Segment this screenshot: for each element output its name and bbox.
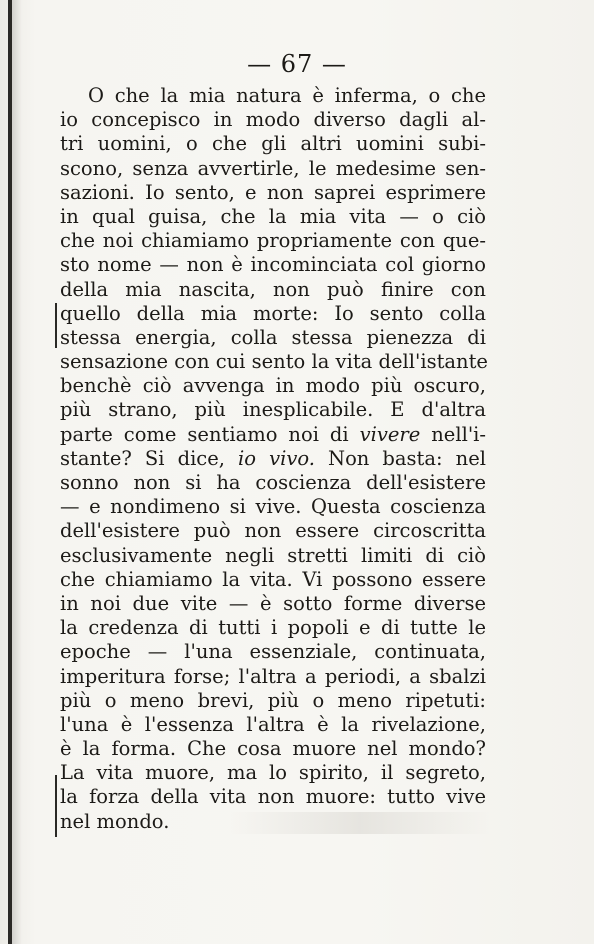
text-line: sensazione con cui sento la vita dell'istante: [60, 350, 488, 374]
text-line: O che la mia natura è inferma, o che: [88, 84, 486, 107]
margin-mark: [55, 303, 57, 348]
italic-word: vivere: [359, 422, 421, 446]
text-line: in qual guisa, che la mia vita — o ciò: [60, 204, 486, 228]
text-line: che noi chiamiamo propriamente con que-: [60, 229, 486, 253]
show-through-bleed: [230, 812, 490, 834]
text-line: quello della mia morte: Io sento colla: [60, 301, 486, 325]
text-line: l'una è l'essenza l'altra è la rivelazione,: [60, 712, 486, 736]
margin-mark: [55, 775, 57, 837]
text-line: tri uomini, o che gli altri uomini subi-: [60, 132, 486, 156]
text-span: stante? Si dice,: [60, 446, 239, 470]
text-line: La vita muore, ma lo spirito, il segreto,: [60, 761, 486, 785]
text-line: in noi due vite — è sotto forme diverse: [60, 591, 486, 615]
text-line: la forza della vita non muore: tutto vive: [60, 785, 486, 809]
spine-shadow: [12, 0, 22, 944]
text-line: sazioni. Io sento, e non saprei esprimere: [60, 180, 486, 204]
text-line: della mia nascita, non può finire con: [60, 277, 486, 301]
text-line: [60, 447, 486, 471]
text-line: io concepisco in modo diverso dagli al-: [60, 108, 486, 132]
body-text: [60, 84, 486, 834]
text-line: è la forma. Che cosa muore nel mondo?: [60, 737, 486, 761]
text-line: nel mondo.: [60, 809, 170, 833]
text-span: nell'i-: [420, 422, 487, 446]
text-line: [60, 423, 486, 447]
text-line: più strano, più inesplicabile. E d'altra: [60, 398, 486, 422]
text-line: dell'esistere può non essere circoscritta: [60, 519, 486, 543]
text-line: epoche — l'una essenziale, continuata,: [60, 640, 486, 664]
text-line: benchè ciò avvenga in modo più oscuro,: [60, 374, 486, 398]
text-line: imperitura forse; l'altra a periodi, a sbalzi: [60, 664, 486, 688]
text-span: Non basta: nel: [314, 446, 486, 470]
text-line: stessa energia, colla stessa pienezza di: [60, 325, 486, 349]
italic-word: io vivo.: [238, 446, 315, 470]
text-line: scono, senza avvertirle, le medesime sen-: [60, 156, 486, 180]
text-span: parte come sentiamo noi di: [60, 422, 360, 446]
text-line: che chiamiamo la vita. Vi possono essere: [60, 567, 486, 591]
text-line: — e nondimeno si vive. Questa coscienza: [60, 495, 486, 519]
page-number: — 67 —: [247, 50, 347, 78]
text-line: più o meno brevi, più o meno ripetuti:: [60, 688, 486, 712]
text-line: sto nome — non è incominciata col giorno: [60, 253, 486, 277]
text-line: la credenza di tutti i popoli e di tutte le: [60, 616, 486, 640]
text-line: sonno non si ha coscienza dell'esistere: [60, 471, 486, 494]
text-line: esclusivamente negli stretti limiti di ciò: [60, 543, 486, 567]
